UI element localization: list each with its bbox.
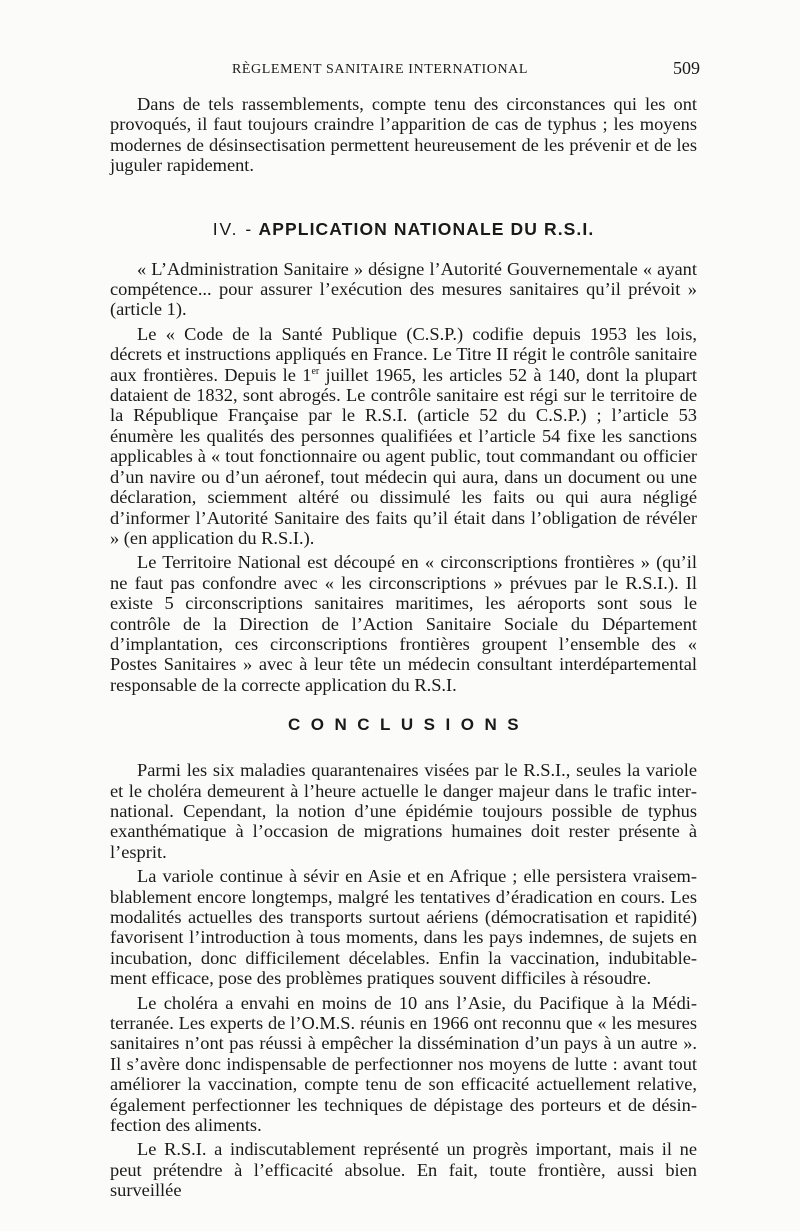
section-iv-paragraph-2 [110,324,697,548]
running-header [110,58,700,82]
ordinal-superscript: er [311,365,320,377]
conclusions-paragraph-1: Parmi les six maladies quarantenaires visées par le R.S.I., seules la variole et le choléra demeurent à l’heure actuelle le danger majeur dans le trafic international. Cependant, la notion d’une épidémie toujours possible de typhus exanthématique à l’occasion de migrations humaines doit rester présente à l’esprit. [110,760,697,862]
page-body [110,94,697,1201]
conclusions-heading: CONCLUSIONS [287,715,530,735]
conclusions-paragraph-4: Le R.S.I. a indiscutablement représenté un progrès important, mais il ne peut prétendre à l’efficacité absolue. En fait, toute frontière, aussi bien surveillée [110,1139,697,1201]
intro-paragraph: Dans de tels rassemblements, compte tenu des circonstances qui les ont provoqués, il faut toujours craindre l’apparition de cas de typhus ; les moyens modernes de désinsectisation permettent heureusement de les prévenir et de les juguler rapidement. [110,94,697,176]
section-number: IV. - [212,218,254,239]
section-iv-paragraph-3: Le Territoire National est découpé en « circonscriptions frontières » (qu’il ne faut pas confondre avec « les circonscriptions » prévues par le R.S.I.). Il existe 5 circonscriptions sanitaires maritimes, les aéroports sont sous le contrôle de la Direction de l’Action Sanitaire Sociale du Département d’implantation, ces circonscriptions frontières groupent l’ensemble des « Postes Sanitaires » avec à leur tête un médecin consultant interdépartemental responsable de la correcte application du R.S.I. [110,552,697,695]
paragraph-text: Le « Code de la Santé Publique (C.S.P.) codifie depuis 1953 les lois, décrets et instructions appliqués en France. Le Titre II régit le contrôle sanitaire aux frontières. Depuis le 1 [110,323,697,385]
section-iv-paragraph-1: « L’Administration Sanitaire » désigne l’Autorité Gouvernementale « ayant compétence... pour assurer l’exécution des mesures sanitaires qu’il prévoit » (article 1). [110,258,697,320]
running-title: RÈGLEMENT SANITAIRE INTERNATIONAL [231,62,529,77]
conclusions-paragraph-3: Le choléra a envahi en moins de 10 ans l’Asie, du Pacifique à la Méditerranée. Les experts de l’O.M.S. réunis en 1966 ont reconnu que « les mesures sanitaires n’ont pas réussi à empêcher la dissémination d’un pays à un autre ». Il s’avère donc indispensable de perfectionner nos moyens de lutte : avant tout améliorer la vaccination, compte tenu de son efficacité actuellement relative, également perfectionner les techniques de dépistage des porteurs et de désinfection des aliments. [110,992,697,1136]
conclusions-paragraph-2: La variole continue à sévir en Asie et en Afrique ; elle persistera vraisemblablement encore longtemps, malgré les tentatives d’éradication en cours. Les modalités actuelles des transports surtout aériens (démocratisation et rapidité) favorisent l’introduction à tous moments, dans les pays indemnes, de sujets en incubation, donc difficilement décelables. Enfin la vaccination, indubitablement efficace, pose des problèmes pratiques souvent difficiles à résoudre. [110,866,697,989]
section-heading-iv [110,219,697,240]
paragraph-text: juillet 1965, les articles 52 à 140, dont la plupart dataient de 1832, sont abrogés. Le contrôle sanitaire est régi sur le territoire de la République Française par le R.S.I. (article 52 du C.S.P.) ; l’article 53 énumère les qualités des personnes qualifiées et l’article 54 fixe les sanctions applicables à « tout fonctionnaire ou agent public, tout commandant ou officier d’un navire ou d’un aéronef, tout médecin qui aura, dans un document ou une déclaration, sciemment altéré ou dissimulé les faits ou qui aura négligé d’informer l’Autorité Sanitaire des faits qu’il était dans l’obligation de révéler » (en application du R.S.I.). [110,364,697,548]
section-title: APPLICATION NATIONALE DU R.S.I. [258,218,595,239]
page-number: 509 [673,58,700,78]
